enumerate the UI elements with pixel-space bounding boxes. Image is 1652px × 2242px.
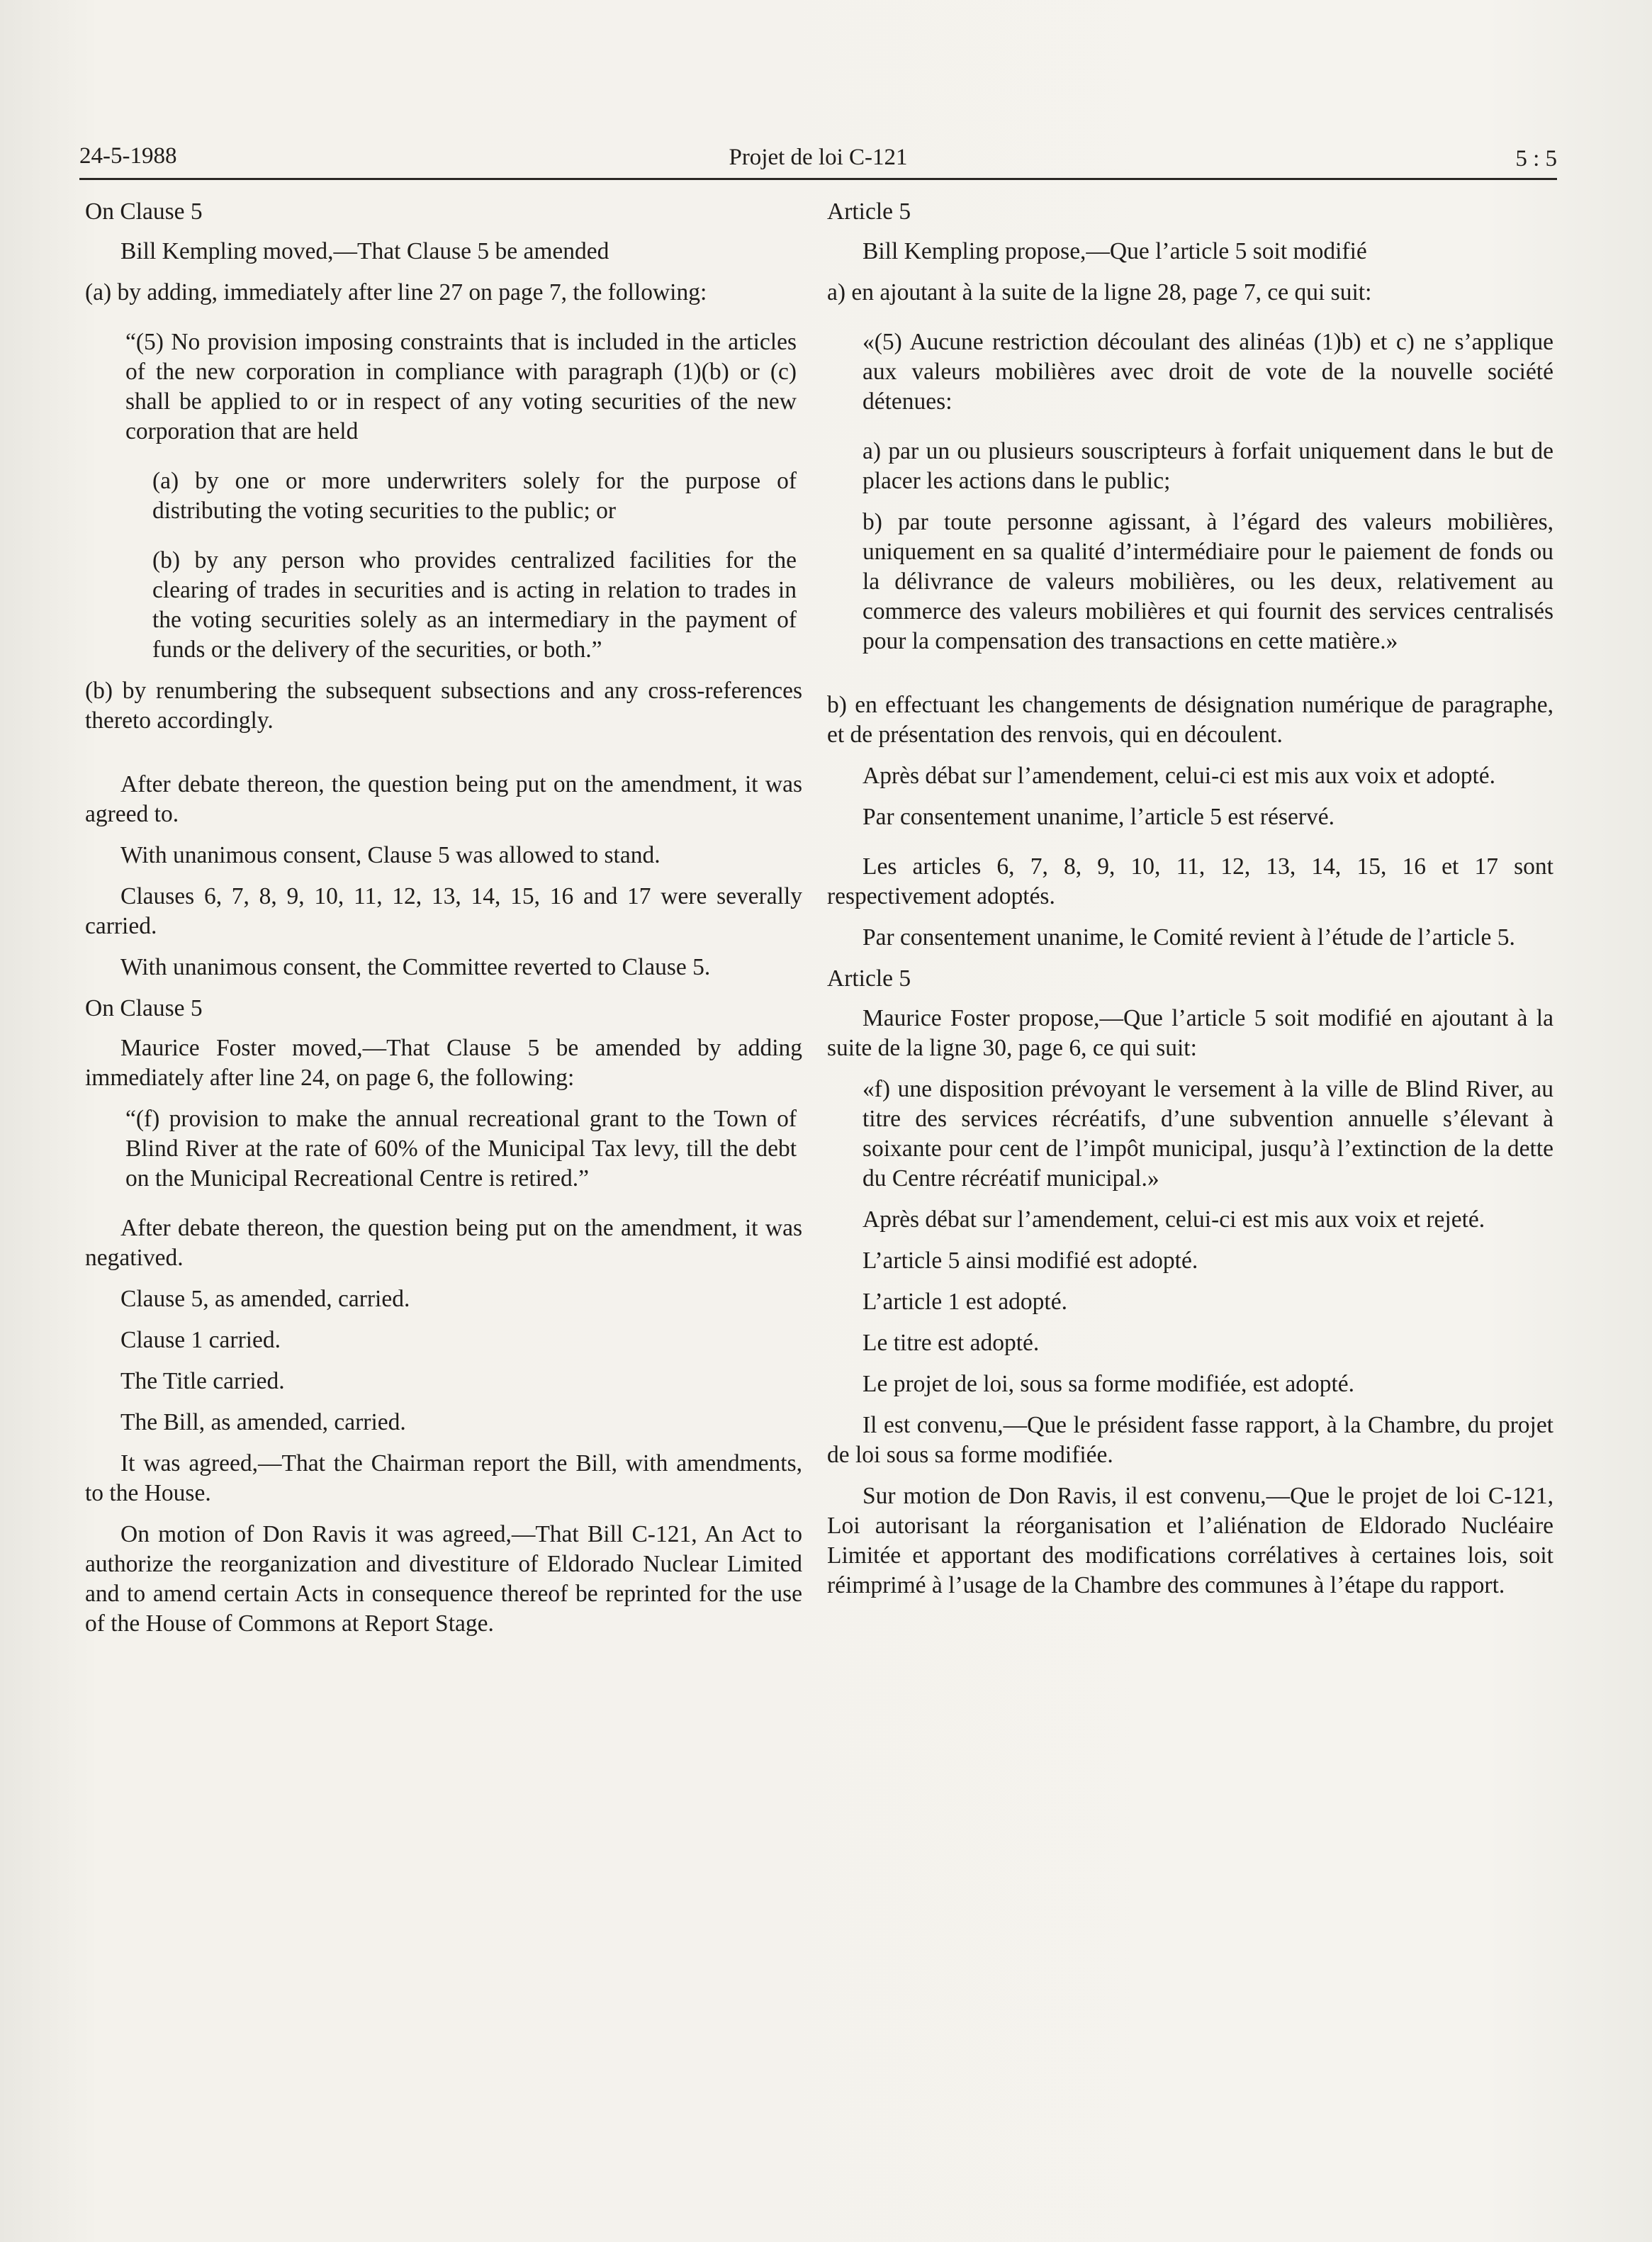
quoted-subitem: (a) by one or more underwriters solely for the purpose of distributing the voting securities to the public; or [152, 468, 797, 524]
clause-heading: On Clause 5 [85, 198, 203, 225]
result-paragraph: After debate thereon, the question being put on the amendment, it was negatived. [85, 1215, 802, 1271]
motion-paragraph: Bill Kempling propose,—Que l’article 5 soit modifié [862, 238, 1367, 264]
motion-paragraph: Bill Kempling moved,—That Clause 5 be amended [120, 238, 609, 264]
result-paragraph: The Title carried. [120, 1368, 285, 1394]
clause-heading: Article 5 [827, 965, 911, 992]
header-rule [79, 178, 1557, 180]
clause-heading: Article 5 [827, 198, 911, 225]
result-paragraph: Le projet de loi, sous sa forme modifiée, est adopté. [862, 1371, 1354, 1397]
quoted-provision: “(5) No provision imposing constraints that is included in the articles of the new corporation in compliance with paragraph (1)(b) or (c) shall be applied to or in respect of any voting securities of the new corporation that are held [125, 329, 797, 444]
header-page-number: 5 : 5 [1515, 146, 1557, 172]
result-paragraph: L’article 1 est adopté. [862, 1289, 1067, 1315]
result-paragraph: The Bill, as amended, carried. [120, 1409, 406, 1435]
header-date: 24-5-1988 [79, 143, 177, 169]
amendment-item: (b) by renumbering the subsequent subsections and any cross-references thereto accordingly. [85, 678, 802, 734]
header-title: Projet de loi C-121 [729, 145, 908, 170]
quoted-provision: «(5) Aucune restriction découlant des alinéas (1)b) et c) ne s’applique aux valeurs mobilières avec droit de vote de la nouvelle société détenues: [862, 329, 1553, 415]
amendment-item: b) en effectuant les changements de désignation numérique de paragraphe, et de présentation des renvois, qui en découlent. [827, 692, 1553, 748]
result-paragraph: Après débat sur l’amendement, celui-ci est mis aux voix et adopté. [862, 763, 1496, 789]
result-paragraph: Clauses 6, 7, 8, 9, 10, 11, 12, 13, 14, 15, 16 and 17 were severally carried. [85, 883, 802, 939]
result-paragraph: It was agreed,—That the Chairman report the Bill, with amendments, to the House. [85, 1450, 802, 1506]
french-column [827, 197, 1553, 1612]
quoted-provision: “(f) provision to make the annual recreational grant to the Town of Blind River at the rate of 60% of the Municipal Tax levy, till the debt on the Municipal Recreational Centre is retired.” [125, 1106, 797, 1192]
result-paragraph: L’article 5 ainsi modifié est adopté. [862, 1248, 1198, 1274]
result-paragraph: Il est convenu,—Que le président fasse rapport, à la Chambre, du projet de loi sous sa forme modifiée. [827, 1412, 1553, 1468]
result-paragraph: Après débat sur l’amendement, celui-ci est mis aux voix et rejeté. [862, 1206, 1485, 1233]
result-paragraph: Clause 5, as amended, carried. [120, 1286, 410, 1312]
quoted-provision: «f) une disposition prévoyant le versement à la ville de Blind River, au titre des services récréatifs, d’une subvention annuelle s’élevant à soixante pour cent de l’impôt municipal, jusqu’à l’extinction de la dette du Centre récréatif municipal.» [862, 1076, 1553, 1192]
result-paragraph: Sur motion de Don Ravis, il est convenu,—Que le projet de loi C-121, Loi autorisant la réorganisation et l’aliénation de Eldorado Nucléaire Limitée et apportant des modifications corrélatives à certaines lois, soit réimprimé à l’usage de la Chambre des communes à l’étape du rapport. [827, 1483, 1553, 1598]
motion-paragraph: Maurice Foster moved,—That Clause 5 be amended by adding immediately after line 24, on page 6, the following: [85, 1035, 802, 1091]
amendment-item: (a) by adding, immediately after line 27 on page 7, the following: [85, 279, 707, 306]
quoted-subitem: b) par toute personne agissant, à l’égard des valeurs mobilières, uniquement en sa qualité d’intermédiaire pour le paiement de fonds ou la délivrance de valeurs mobilières, ou les deux, relativement au commerce des valeurs mobilières et qui fournit des services centralisés pour la compensation des transactions en cette matière.» [862, 509, 1553, 654]
result-paragraph: With unanimous consent, Clause 5 was allowed to stand. [120, 842, 661, 868]
result-paragraph: Par consentement unanime, l’article 5 est réservé. [862, 804, 1335, 830]
quoted-subitem: a) par un ou plusieurs souscripteurs à forfait uniquement dans le but de placer les actions dans le public; [862, 438, 1553, 494]
result-paragraph: After debate thereon, the question being put on the amendment, it was agreed to. [85, 771, 802, 827]
result-paragraph: Clause 1 carried. [120, 1327, 281, 1353]
english-column [85, 197, 802, 1650]
motion-paragraph: Maurice Foster propose,—Que l’article 5 soit modifié en ajoutant à la suite de la ligne 30, page 6, ce qui suit: [827, 1005, 1553, 1061]
result-paragraph: With unanimous consent, the Committee reverted to Clause 5. [120, 954, 711, 980]
page-header [79, 135, 1557, 184]
result-paragraph: Par consentement unanime, le Comité revient à l’étude de l’article 5. [862, 924, 1515, 951]
result-paragraph: On motion of Don Ravis it was agreed,—That Bill C-121, An Act to authorize the reorganization and divestiture of Eldorado Nuclear Limited and to amend certain Acts in consequence thereof be reprinted for the use of the House of Commons at Report Stage. [85, 1521, 802, 1637]
result-paragraph: Le titre est adopté. [862, 1330, 1040, 1356]
quoted-subitem: (b) by any person who provides centralized facilities for the clearing of trades in securities and is acting in relation to trades in the voting securities solely as an intermediary in the payment of funds or the delivery of the securities, or both.” [152, 547, 797, 663]
result-paragraph: Les articles 6, 7, 8, 9, 10, 11, 12, 13, 14, 15, 16 et 17 sont respectivement adoptés. [827, 853, 1553, 909]
amendment-item: a) en ajoutant à la suite de la ligne 28, page 7, ce qui suit: [827, 279, 1372, 306]
clause-heading: On Clause 5 [85, 995, 203, 1021]
